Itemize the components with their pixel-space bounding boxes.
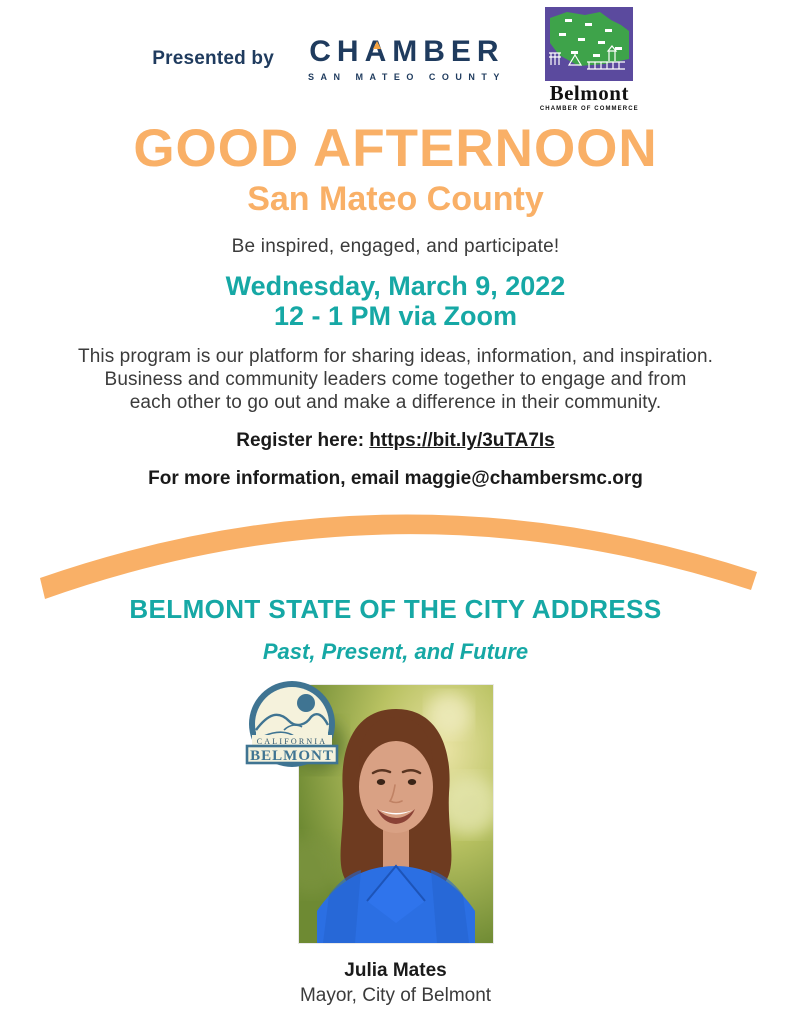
speaker-title: Mayor, City of Belmont [299, 984, 492, 1006]
chamber-wordmark-pre: CH [309, 34, 365, 68]
belmont-chamber-subtitle: CHAMBER OF COMMERCE [539, 105, 639, 112]
session-heading: BELMONT STATE OF THE CITY ADDRESS [129, 594, 662, 625]
header [0, 0, 791, 110]
register-link[interactable]: https://bit.ly/3uTA7Is [369, 430, 555, 452]
event-description-line: each other to go out and make a difference in their community. [129, 392, 662, 414]
event-datetime [0, 271, 791, 331]
event-description-line: This program is our platform for sharing ideas, information, and inspiration. [78, 346, 713, 368]
page-subtitle: San Mateo County [247, 180, 544, 218]
seal-city-label: BELMONT [249, 747, 334, 764]
chamber-smc-logo [307, 34, 506, 82]
chamber-wordmark-a: A [364, 34, 393, 68]
belmont-chamber-name: Belmont [549, 80, 629, 105]
chamber-wordmark [309, 34, 505, 68]
event-description [0, 346, 791, 415]
chamber-subtitle: SAN MATEO COUNTY [307, 71, 506, 82]
tagline: Be inspired, engaged, and participate! [231, 236, 560, 257]
speaker-photo-block [249, 685, 493, 943]
belmont-chamber-logo [540, 7, 639, 112]
presented-by-label: Presented by [152, 48, 274, 69]
register-label: Register here: [236, 430, 370, 452]
page-title: GOOD AFTERNOON [133, 119, 658, 178]
arc-swoosh-icon [0, 510, 791, 602]
belmont-chamber-logo-icon [545, 7, 633, 81]
speaker-name: Julia Mates [344, 959, 447, 981]
event-date: Wednesday, March 9, 2022 [225, 271, 566, 301]
event-description-line: Business and community leaders come together to engage and from [104, 369, 687, 391]
seal-state-label: CALIFORNIA [256, 736, 327, 746]
divider-arc [0, 510, 791, 602]
event-time: 12 - 1 PM via Zoom [273, 301, 518, 332]
chamber-wordmark-post: MBER [392, 34, 505, 68]
register-line [0, 430, 791, 452]
contact-line: For more information, email maggie@chambersmc.org [148, 468, 643, 490]
city-of-belmont-seal [244, 680, 340, 776]
session-subheading: Past, Present, and Future [262, 638, 529, 664]
